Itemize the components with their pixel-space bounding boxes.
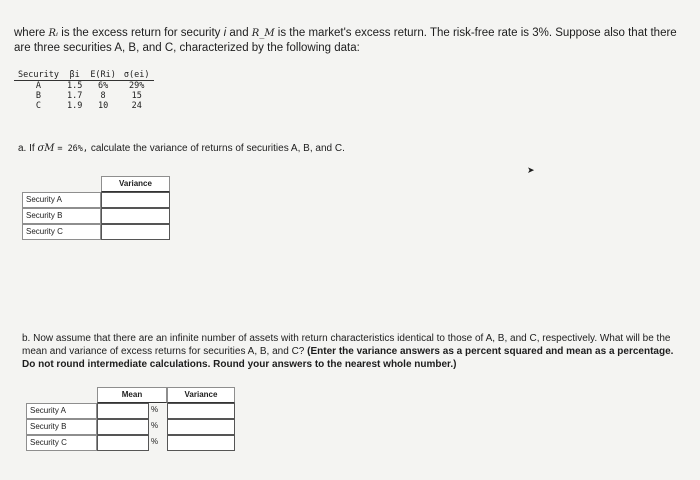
cell: 15 — [131, 91, 142, 101]
col-expected-return: E(Ri) — [86, 70, 120, 81]
row-label-a-security-a: Security A — [22, 192, 101, 208]
variance-header-a: Variance — [101, 176, 170, 192]
cell: 1.7 — [66, 91, 83, 101]
variance-input-b-security-b[interactable] — [167, 419, 235, 435]
question-b — [22, 332, 682, 371]
intro-part2: is the excess return for security — [61, 27, 221, 39]
row-label-b-security-b: Security B — [26, 419, 97, 435]
row-label-a-security-b: Security B — [22, 208, 101, 224]
variance-input-b-security-c[interactable] — [167, 435, 235, 451]
cell: 8 — [100, 91, 106, 101]
variance-input-a-security-c[interactable] — [101, 224, 170, 240]
cell: A — [35, 81, 42, 91]
col-security: Security — [14, 70, 63, 81]
mean-input-security-b[interactable] — [97, 419, 149, 435]
variance-input-a-security-a[interactable] — [101, 192, 170, 208]
security-data-table — [14, 70, 154, 111]
cell: C — [35, 101, 42, 111]
qb-text: b. Now assume that there are an infinite number of assets with return characteristics identical to those of A, B, and C, respectively. What will be the mean and variance of excess returns for securities A, B, and C? — [22, 333, 671, 357]
ri-symbol: Rᵢ — [48, 28, 59, 39]
intro-part4: is the market's excess return. The risk-free rate is 3%. Suppose also that there are three securities A, B, and C, characterized by the following data: — [14, 27, 677, 54]
cell: 1.5 — [66, 81, 83, 91]
cell: 29% — [129, 81, 145, 91]
cell: 24 — [131, 101, 142, 111]
sigma-value: = 26%, — [57, 144, 89, 154]
table-row — [14, 101, 154, 111]
col-beta: βi — [63, 70, 86, 81]
i-symbol: i — [223, 27, 227, 39]
row-label-a-security-c: Security C — [22, 224, 101, 240]
cell: B — [35, 91, 42, 101]
qa-rest: calculate the variance of returns of securities A, B, and C. — [90, 143, 345, 154]
row-label-b-security-c: Security C — [26, 435, 97, 451]
variance-input-b-security-a[interactable] — [167, 403, 235, 419]
question-a — [18, 143, 345, 154]
percent-sign: % — [151, 421, 159, 430]
mean-input-security-a[interactable] — [97, 403, 149, 419]
variance-input-a-security-b[interactable] — [101, 208, 170, 224]
col-sigma-e: σ(ei) — [120, 70, 154, 81]
intro-text — [14, 26, 686, 56]
intro-part1: where — [14, 27, 46, 39]
cell: 6% — [97, 81, 109, 91]
table-row — [14, 91, 154, 101]
intro-part3: and — [229, 27, 249, 39]
cell: 10 — [97, 101, 109, 111]
variance-header-b: Variance — [167, 387, 235, 403]
rm-symbol: R_M — [251, 28, 275, 39]
mean-header: Mean — [97, 387, 167, 403]
percent-sign: % — [151, 405, 159, 414]
qa-prefix: a. If — [18, 143, 35, 154]
mean-input-security-c[interactable] — [97, 435, 149, 451]
mouse-cursor-icon: ➤ — [527, 165, 535, 175]
percent-sign: % — [151, 437, 159, 446]
table-row — [14, 81, 154, 92]
row-label-b-security-a: Security A — [26, 403, 97, 419]
sigma-m-symbol: σM — [37, 143, 55, 154]
qb-instructions: (Enter the variance answers as a percent squared and mean as a percentage. Do not round intermediate calculations. Round your answers to the nearest whole number.) — [22, 346, 674, 370]
cell: 1.9 — [66, 101, 83, 111]
